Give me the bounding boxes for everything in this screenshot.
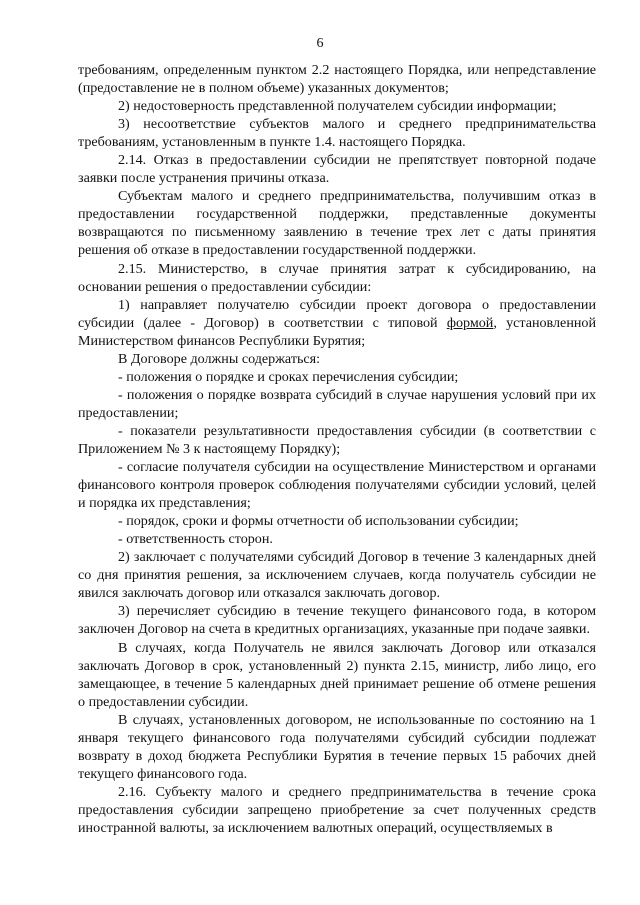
paragraph-refund: В случаях, установленных договором, не использованные по состоянию на 1 января текущего финансового года получателями субсидий субсидии подлежат возврату в доход бюджета Республики Бурятия в течение первых 15 рабочих дней текущего финансового года. xyxy=(78,711,596,782)
standard-form-link[interactable]: формой xyxy=(446,314,494,331)
paragraph-2-15: 2.15. Министерство, в случае принятия затрат к субсидированию, на основании решения о предоставлении субсидии: xyxy=(78,260,596,295)
paragraph-item-2: 2) недостоверность представленной получателем субсидии информации; xyxy=(118,98,557,115)
paragraph-item-3-transfer: 3) перечисляет субсидию в течение текущего финансового года, в котором заключен Договор на счета в кредитных организациях, указанные при подаче заявки. xyxy=(78,603,596,638)
list-item-refund-terms: - положения о порядке возврата субсидий в случае нарушения условий при их предоставлении; xyxy=(78,386,596,421)
paragraph-2-16: 2.16. Субъекту малого и среднего предпринимательства в течение срока предоставления субсидии запрещено приобретение за счет полученных средств иностранной валюты, за исключением валютных операций, осуществляемых в xyxy=(78,783,596,836)
list-item-transfer-terms: - положения о порядке и сроках перечисления субсидии; xyxy=(118,368,459,385)
list-item-reporting: - порядок, сроки и формы отчетности об использовании субсидии; xyxy=(118,513,519,530)
paragraph-2-14: 2.14. Отказ в предоставлении субсидии не препятствует повторной подаче заявки после устранения причины отказа. xyxy=(78,152,596,187)
paragraph-refusal-documents: Субъектам малого и среднего предпринимательства, получившим отказ в предоставлении государственной поддержки, представленные документы возвращаются по письменному заявлению в течение трех лет с даты принятия решения об отказе в предоставлении государственной поддержки. xyxy=(78,188,596,259)
paragraph-cancellation: В случаях, когда Получатель не явился заключать Договор или отказался заключать Договор в срок, установленный 2) пункта 2.15, министр, либо лицо, его замещающее, в течение 5 календарных дней принимает решение об отмене решения о предоставлении субсидии. xyxy=(78,639,596,710)
contract-contents-heading: В Договоре должны содержаться: xyxy=(118,350,321,367)
contract-text-before: 1) направляет получателю субсидии проект договора о предоставлении субсидии (далее - Договор) в соответствии с типовой xyxy=(78,296,596,331)
list-item-performance-indicators: - показатели результативности предоставления субсидии (в соответствии с Приложением № 3 к настоящему Порядку); xyxy=(78,422,596,457)
list-item-liability: - ответственность сторон. xyxy=(118,531,273,548)
paragraph-item-3: 3) несоответствие субъектов малого и среднего предпринимательства требованиям, установленным в пункте 1.4. настоящего Порядка. xyxy=(78,116,596,151)
paragraph-contract-draft xyxy=(78,296,596,350)
paragraph-item-2-contract: 2) заключает с получателями субсидий Договор в течение 3 календарных дней со дня принятия решения, за исключением случаев, когда получатель субсидии не явился заключать договор или отказался заключать договор. xyxy=(78,549,596,602)
list-item-audit-consent: - согласие получателя субсидии на осуществление Министерством и органами финансового контроля проверок соблюдения получателями субсидии условий, целей и порядка их представления; xyxy=(78,459,596,512)
document-body xyxy=(78,61,596,837)
paragraph-continuation: требованиям, определенным пунктом 2.2 настоящего Порядка, или непредставление (предоставление не в полном объеме) указанных документов; xyxy=(78,62,596,97)
page-number: 6 xyxy=(316,36,324,51)
contract-text-after: , установленной Министерством финансов Республики Бурятия; xyxy=(78,314,596,349)
